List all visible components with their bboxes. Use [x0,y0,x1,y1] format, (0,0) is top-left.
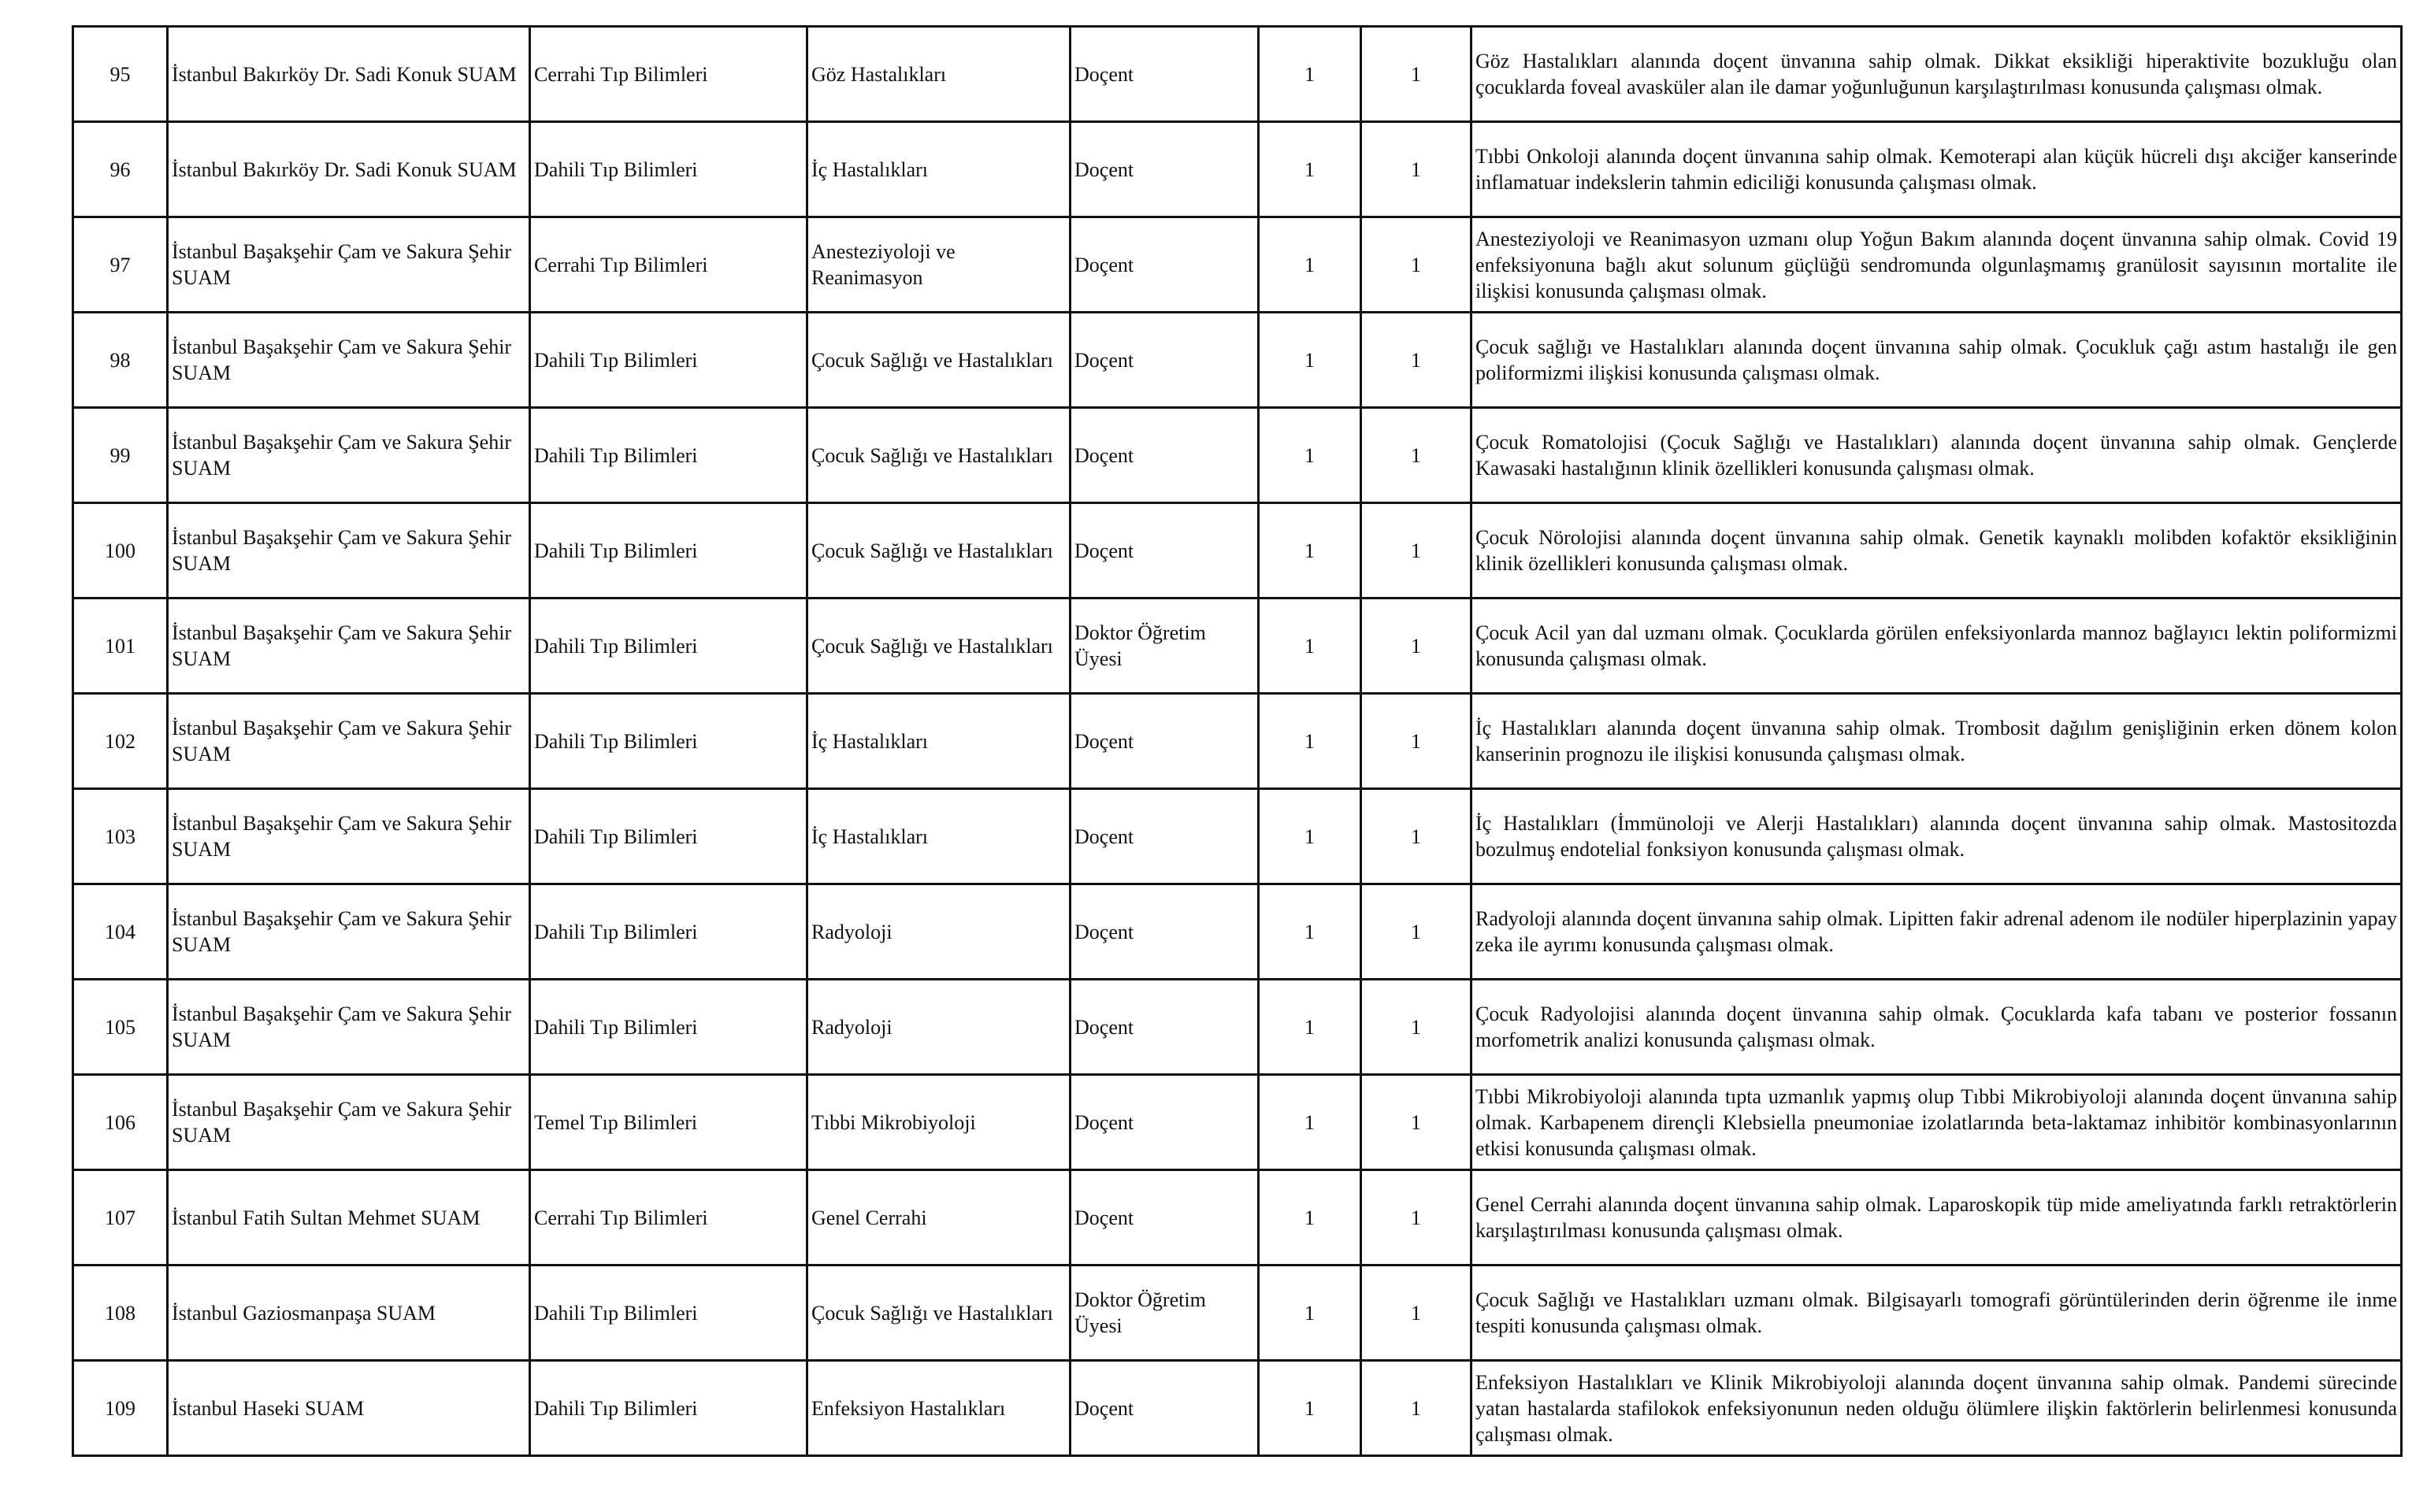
row-number: 96 [73,122,168,217]
table-row [73,27,2402,122]
quota-count-2: 1 [1361,313,1471,408]
department: Anesteziyoloji ve Reanimasyon [807,217,1071,313]
department: Çocuk Sağlığı ve Hastalıkları [807,598,1071,694]
quota-count-2: 1 [1361,884,1471,980]
row-number: 95 [73,27,168,122]
academic-title: Doçent [1071,217,1259,313]
row-number: 106 [73,1075,168,1170]
row-number: 99 [73,408,168,503]
hospital-name: İstanbul Bakırköy Dr. Sadi Konuk SUAM [168,122,530,217]
division: Cerrahi Tıp Bilimleri [530,217,807,313]
quota-count-2: 1 [1361,503,1471,598]
department: Çocuk Sağlığı ve Hastalıkları [807,313,1071,408]
quota-count: 1 [1259,1075,1361,1170]
table-row [73,1170,2402,1266]
requirement-text: Çocuk sağlığı ve Hastalıkları alanında doçent ünvanına sahip olmak. Çocukluk çağı astım hastalığı ile gen poliformizmi ilişkisi konusunda çalışması olmak. [1471,313,2402,408]
quota-count: 1 [1259,408,1361,503]
quota-count-2: 1 [1361,694,1471,789]
department: İç Hastalıkları [807,789,1071,884]
quota-count: 1 [1259,694,1361,789]
quota-count-2: 1 [1361,1170,1471,1266]
quota-count-2: 1 [1361,122,1471,217]
academic-title: Doçent [1071,789,1259,884]
hospital-name: İstanbul Başakşehir Çam ve Sakura Şehir SUAM [168,598,530,694]
division: Dahili Tıp Bilimleri [530,503,807,598]
academic-title: Doktor Öğretim Üyesi [1071,598,1259,694]
quota-count: 1 [1259,1170,1361,1266]
department: Çocuk Sağlığı ve Hastalıkları [807,1266,1071,1361]
division: Dahili Tıp Bilimleri [530,1361,807,1456]
requirement-text: Anesteziyoloji ve Reanimasyon uzmanı olup Yoğun Bakım alanında doçent ünvanına sahip olmak. Covid 19 enfeksiyonuna bağlı akut solunum güçlüğü sendromunda olgunlaşmamış granülosit sayısının mortalite ile ilişkisi konusunda çalışması olmak. [1471,217,2402,313]
row-number: 101 [73,598,168,694]
row-number: 104 [73,884,168,980]
quota-count-2: 1 [1361,1075,1471,1170]
quota-count: 1 [1259,122,1361,217]
hospital-name: İstanbul Başakşehir Çam ve Sakura Şehir SUAM [168,408,530,503]
quota-count: 1 [1259,1361,1361,1456]
table-row [73,1361,2402,1456]
quota-count: 1 [1259,884,1361,980]
table-row [73,122,2402,217]
requirement-text: Genel Cerrahi alanında doçent ünvanına sahip olmak. Laparoskopik tüp mide ameliyatında farklı retraktörlerin karşılaştırılması konusunda çalışması olmak. [1471,1170,2402,1266]
division: Cerrahi Tıp Bilimleri [530,27,807,122]
hospital-name: İstanbul Başakşehir Çam ve Sakura Şehir SUAM [168,789,530,884]
requirement-text: Çocuk Romatolojisi (Çocuk Sağlığı ve Hastalıkları) alanında doçent ünvanına sahip olmak. Gençlerde Kawasaki hastalığının klinik özellikleri konusunda çalışması olmak. [1471,408,2402,503]
quota-count: 1 [1259,598,1361,694]
academic-title: Doktor Öğretim Üyesi [1071,1266,1259,1361]
department: Çocuk Sağlığı ve Hastalıkları [807,503,1071,598]
quota-count-2: 1 [1361,1266,1471,1361]
table-row [73,503,2402,598]
division: Dahili Tıp Bilimleri [530,980,807,1075]
academic-title: Doçent [1071,1075,1259,1170]
table-row [73,598,2402,694]
quota-count: 1 [1259,27,1361,122]
table-row [73,313,2402,408]
row-number: 107 [73,1170,168,1266]
hospital-name: İstanbul Gaziosmanpaşa SUAM [168,1266,530,1361]
hospital-name: İstanbul Başakşehir Çam ve Sakura Şehir SUAM [168,1075,530,1170]
requirement-text: Çocuk Acil yan dal uzmanı olmak. Çocuklarda görülen enfeksiyonlarda mannoz bağlayıcı lektin poliformizmi konusunda çalışması olmak. [1471,598,2402,694]
department: Göz Hastalıkları [807,27,1071,122]
table-row [73,408,2402,503]
requirement-text: Enfeksiyon Hastalıkları ve Klinik Mikrobiyoloji alanında doçent ünvanına sahip olmak. Pandemi sürecinde yatan hastalarda stafilokok enfeksiyonunun neden olduğu ölümlere ilişkin faktörlerin belirlenmesi konusunda çalışması olmak. [1471,1361,2402,1456]
requirement-text: Çocuk Radyolojisi alanında doçent ünvanına sahip olmak. Çocuklarda kafa tabanı ve posterior fossanın morfometrik analizi konusunda çalışması olmak. [1471,980,2402,1075]
quota-count-2: 1 [1361,789,1471,884]
row-number: 109 [73,1361,168,1456]
requirement-text: İç Hastalıkları alanında doçent ünvanına sahip olmak. Trombosit dağılım genişliğinin erken dönem kolon kanserinin prognozu ile ilişkisi konusunda çalışması olmak. [1471,694,2402,789]
division: Dahili Tıp Bilimleri [530,408,807,503]
academic-title: Doçent [1071,884,1259,980]
academic-title: Doçent [1071,122,1259,217]
division: Dahili Tıp Bilimleri [530,1266,807,1361]
division: Dahili Tıp Bilimleri [530,313,807,408]
positions-table [72,25,2403,1457]
division: Dahili Tıp Bilimleri [530,789,807,884]
quota-count-2: 1 [1361,598,1471,694]
requirement-text: Çocuk Nörolojisi alanında doçent ünvanına sahip olmak. Genetik kaynaklı molibden kofaktör eksikliğinin klinik özellikleri konusunda çalışması olmak. [1471,503,2402,598]
table-row [73,1266,2402,1361]
quota-count: 1 [1259,1266,1361,1361]
academic-title: Doçent [1071,1361,1259,1456]
division: Dahili Tıp Bilimleri [530,122,807,217]
academic-title: Doçent [1071,503,1259,598]
row-number: 103 [73,789,168,884]
hospital-name: İstanbul Başakşehir Çam ve Sakura Şehir SUAM [168,217,530,313]
quota-count: 1 [1259,789,1361,884]
requirement-text: İç Hastalıkları (İmmünoloji ve Alerji Hastalıkları) alanında doçent ünvanına sahip olmak. Mastositozda bozulmuş endotelial fonksiyon konusunda çalışması olmak. [1471,789,2402,884]
division: Temel Tıp Bilimleri [530,1075,807,1170]
quota-count-2: 1 [1361,980,1471,1075]
academic-title: Doçent [1071,694,1259,789]
quota-count: 1 [1259,313,1361,408]
hospital-name: İstanbul Başakşehir Çam ve Sakura Şehir SUAM [168,980,530,1075]
row-number: 108 [73,1266,168,1361]
department: Çocuk Sağlığı ve Hastalıkları [807,408,1071,503]
quota-count-2: 1 [1361,217,1471,313]
table-row [73,694,2402,789]
department: İç Hastalıkları [807,694,1071,789]
table-row [73,789,2402,884]
table-row [73,884,2402,980]
department: Tıbbi Mikrobiyoloji [807,1075,1071,1170]
academic-title: Doçent [1071,980,1259,1075]
row-number: 102 [73,694,168,789]
department: İç Hastalıkları [807,122,1071,217]
hospital-name: İstanbul Başakşehir Çam ve Sakura Şehir SUAM [168,313,530,408]
table-row [73,217,2402,313]
hospital-name: İstanbul Bakırköy Dr. Sadi Konuk SUAM [168,27,530,122]
row-number: 100 [73,503,168,598]
row-number: 105 [73,980,168,1075]
department: Radyoloji [807,980,1071,1075]
department: Enfeksiyon Hastalıkları [807,1361,1071,1456]
requirement-text: Çocuk Sağlığı ve Hastalıkları uzmanı olmak. Bilgisayarlı tomografi görüntülerinden derin öğrenme ile inme tespiti konusunda çalışması olmak. [1471,1266,2402,1361]
quota-count-2: 1 [1361,408,1471,503]
quota-count-2: 1 [1361,1361,1471,1456]
department: Genel Cerrahi [807,1170,1071,1266]
table-row [73,980,2402,1075]
division: Dahili Tıp Bilimleri [530,884,807,980]
hospital-name: İstanbul Başakşehir Çam ve Sakura Şehir SUAM [168,884,530,980]
academic-title: Doçent [1071,1170,1259,1266]
hospital-name: İstanbul Fatih Sultan Mehmet SUAM [168,1170,530,1266]
requirement-text: Radyoloji alanında doçent ünvanına sahip olmak. Lipitten fakir adrenal adenom ile nodüler hiperplazinin yapay zeka ile ayrımı konusunda çalışması olmak. [1471,884,2402,980]
quota-count: 1 [1259,503,1361,598]
table-row [73,1075,2402,1170]
division: Dahili Tıp Bilimleri [530,598,807,694]
row-number: 97 [73,217,168,313]
requirement-text: Göz Hastalıkları alanında doçent ünvanına sahip olmak. Dikkat eksikliği hiperaktivite bozukluğu olan çocuklarda foveal avasküler alan ile damar yoğunluğunun karşılaştırılması konusunda çalışması olmak. [1471,27,2402,122]
academic-title: Doçent [1071,27,1259,122]
academic-title: Doçent [1071,408,1259,503]
hospital-name: İstanbul Haseki SUAM [168,1361,530,1456]
quota-count: 1 [1259,217,1361,313]
quota-count: 1 [1259,980,1361,1075]
academic-title: Doçent [1071,313,1259,408]
row-number: 98 [73,313,168,408]
division: Cerrahi Tıp Bilimleri [530,1170,807,1266]
division: Dahili Tıp Bilimleri [530,694,807,789]
hospital-name: İstanbul Başakşehir Çam ve Sakura Şehir SUAM [168,694,530,789]
requirement-text: Tıbbi Mikrobiyoloji alanında tıpta uzmanlık yapmış olup Tıbbi Mikrobiyoloji alanında doçent ünvanına sahip olmak. Karbapenem dirençli Klebsiella pneumoniae izolatlarında beta-laktamaz inhibitör kombinasyonlarının etkisi konusunda çalışması olmak. [1471,1075,2402,1170]
hospital-name: İstanbul Başakşehir Çam ve Sakura Şehir SUAM [168,503,530,598]
quota-count-2: 1 [1361,27,1471,122]
requirement-text: Tıbbi Onkoloji alanında doçent ünvanına sahip olmak. Kemoterapi alan küçük hücreli dışı akciğer kanserinde inflamatuar indekslerin tahmin ediciliği konusunda çalışması olmak. [1471,122,2402,217]
department: Radyoloji [807,884,1071,980]
